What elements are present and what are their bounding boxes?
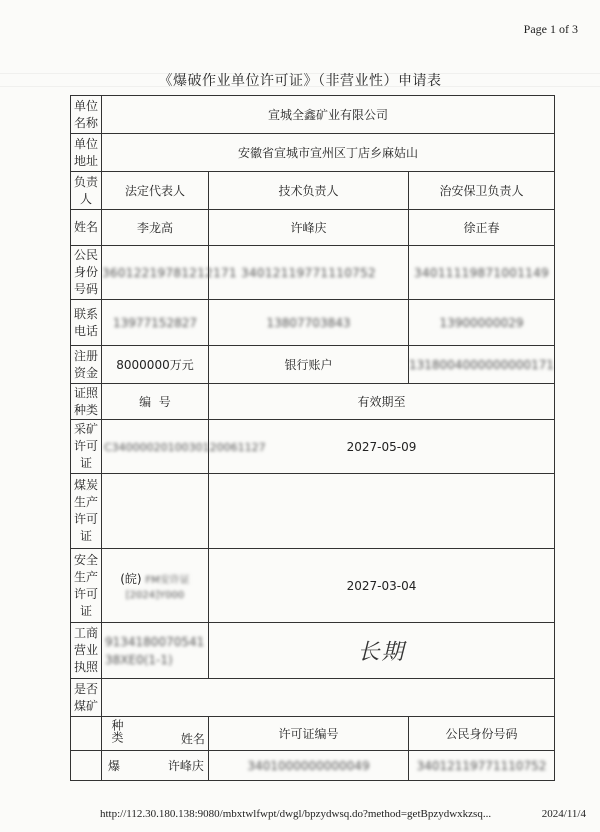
phone-legal-rep: [102, 300, 209, 346]
value-bank-account: [409, 346, 555, 384]
mining-license-number-text: C3400002010030120061127: [104, 440, 266, 454]
business-license-valid-until: [209, 623, 555, 679]
business-license-number: [102, 623, 209, 679]
personnel-1-permit: [209, 751, 409, 781]
phone-legal-rep-text: 13977152827: [113, 315, 197, 330]
col-personnel-name: 姓名: [180, 732, 205, 746]
row-is-coal: [71, 679, 555, 717]
footer-url: http://112.30.180.138:9080/mbxtwlfwpt/dwgl/bpzydwsq.do?method=getBpzydwxkzsq...: [100, 808, 492, 820]
col-personnel-id: 公民身份号码: [409, 717, 555, 751]
business-license-number-text: 913418007054138XE0(1-1): [105, 634, 205, 667]
id-legal-rep-text: 36012219781212171: [102, 265, 237, 280]
header-security-head: 治安保卫负责人: [409, 172, 555, 210]
row-business-license: [71, 623, 555, 679]
header-license-number: 编 号: [102, 384, 209, 420]
label-coal-license: 煤炭生产许可证: [71, 474, 102, 549]
phone-tech-head: [209, 300, 409, 346]
header-tech-head: 技术负责人: [209, 172, 409, 210]
safety-license-number-text: FM安许证[2024]Y000: [125, 575, 190, 601]
id-legal-rep: [102, 246, 237, 300]
label-names: 姓名: [71, 210, 102, 246]
safety-license-prefix: (皖): [120, 572, 142, 586]
handwritten-long-term: 长期: [357, 640, 406, 665]
row-phones: [71, 300, 555, 346]
safety-license-number: [102, 549, 209, 623]
row-license-type: [71, 384, 555, 420]
name-legal-rep: 李龙高: [102, 210, 209, 246]
label-id-numbers: 公民身份号码: [71, 246, 102, 300]
name-tech-head: 许峰庆: [209, 210, 409, 246]
label-personnel-type-text: 种类: [110, 719, 124, 743]
row-unit-name: [71, 96, 555, 134]
coal-license-number: [102, 474, 209, 549]
label-bank-account: 银行账户: [209, 346, 409, 384]
personnel-1-id: [409, 751, 555, 781]
value-unit-name: 宣城全鑫矿业有限公司: [102, 96, 555, 134]
form-title: 《爆破作业单位许可证》（非营业性）申请表: [158, 73, 442, 89]
label-personnel-type: [102, 717, 209, 751]
header-valid-until: 有效期至: [209, 384, 555, 420]
phone-security-head: [409, 300, 555, 346]
personnel-1-name-cell: [102, 751, 209, 781]
col-personnel-permit: 许可证编号: [209, 717, 409, 751]
label-phones: 联系电话: [71, 300, 102, 346]
personnel-1-id-text: 34012119771110752: [416, 758, 547, 773]
id-tech-head-text: 34012119771110752: [241, 265, 376, 280]
personnel-blank-2: [71, 751, 102, 781]
value-unit-address: 安徽省宣城市宣州区丁店乡麻姑山: [102, 134, 555, 172]
label-business-license: 工商营业执照: [71, 623, 102, 679]
row-personnel-1: [71, 751, 555, 781]
value-bank-account-text: 1318004000000000171: [409, 357, 555, 372]
row-names: [71, 210, 555, 246]
label-license-type: 证照种类: [71, 384, 102, 420]
phone-tech-head-text: 13807703843: [266, 315, 351, 330]
row-safety-license: [71, 549, 555, 623]
header-legal-rep: 法定代表人: [102, 172, 209, 210]
id-tech-head: [209, 246, 409, 300]
label-capital: 注册资金: [71, 346, 102, 384]
phone-security-head-text: 13900000029: [439, 315, 524, 330]
row-coal-license: [71, 474, 555, 549]
label-safety-license: 安全生产许可证: [71, 549, 102, 623]
value-capital: 8000000万元: [102, 346, 209, 384]
coal-license-valid-until: [209, 474, 555, 549]
mining-license-valid-until: 2027-05-09: [209, 420, 555, 474]
personnel-blank: [71, 717, 102, 751]
label-personnel-blast: 爆: [108, 759, 121, 773]
row-responsible: [71, 172, 555, 210]
name-security-head: 徐正春: [409, 210, 555, 246]
personnel-1-permit-text: 3401000000000049: [247, 758, 370, 773]
page-number: Page 1 of 3: [523, 22, 578, 36]
label-is-coal: 是否煤矿: [71, 679, 102, 717]
row-capital: [71, 346, 555, 384]
personnel-1-name: 许峰庆: [167, 759, 204, 773]
label-responsible: 负责人: [71, 172, 102, 210]
application-form: [70, 95, 555, 781]
row-id-numbers: [71, 246, 555, 300]
label-unit-address: 单位地址: [71, 134, 102, 172]
footer-date: 2024/11/4: [541, 808, 586, 820]
label-mining-license: 采矿许可证: [71, 420, 102, 474]
mining-license-number: [102, 420, 266, 474]
id-security-head: [409, 246, 555, 300]
row-personnel-header: [71, 717, 555, 751]
id-security-head-text: 34011119871001149: [414, 265, 549, 280]
row-unit-address: [71, 134, 555, 172]
safety-license-valid-until: 2027-03-04: [209, 549, 555, 623]
row-mining-license: [71, 420, 555, 474]
value-is-coal: [102, 679, 555, 717]
label-unit-name: 单位名称: [71, 96, 102, 134]
